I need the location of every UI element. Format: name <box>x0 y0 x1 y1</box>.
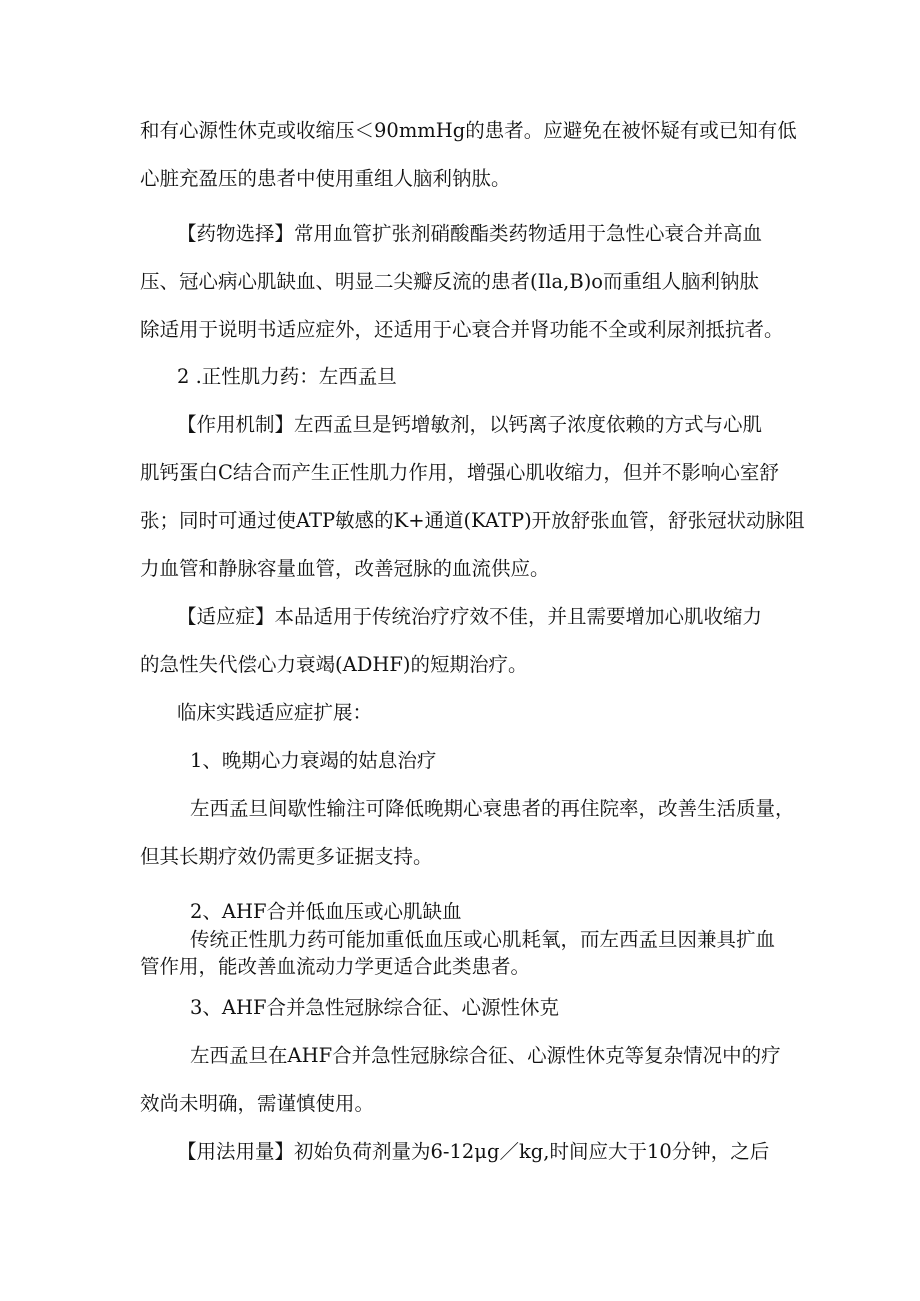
paragraph-line: 左西孟旦间歇性输注可降低晚期心衰患者的再住院率，改善生活质量， <box>190 797 795 820</box>
paragraph-line: 传统正性肌力药可能加重低血压或心肌耗氧，而左西孟旦因兼具扩血 <box>190 928 776 951</box>
paragraph-line: 管作用，能改善血流动力学更适合此类患者。 <box>140 955 531 978</box>
list-heading: 3、AHF合并急性冠脉综合征、心源性休克 <box>190 996 560 1019</box>
section-heading: 2 .正性肌力药：左西孟旦 <box>177 365 397 388</box>
paragraph-line: 张；同时可通过使ATP敏感的K+通道(KATP)开放舒张血管，舒张冠状动脉阻 <box>140 509 805 532</box>
paragraph-line: 【作用机制】左西孟旦是钙增敏剂，以钙离子浓度依赖的方式与心肌 <box>177 413 763 436</box>
paragraph-line: 左西孟旦在AHF合并急性冠脉综合征、心源性休克等复杂情况中的疗 <box>190 1044 781 1067</box>
subheading: 临床实践适应症扩展： <box>177 701 373 724</box>
paragraph-line: 压、冠心病心肌缺血、明显二尖瓣反流的患者(Ila,B)o而重组人脑利钠肽 <box>140 270 760 293</box>
list-heading: 1、晚期心力衰竭的姑息治疗 <box>190 749 437 772</box>
paragraph-line: 的急性失代偿心力衰竭(ADHF)的短期治疗。 <box>140 653 528 676</box>
paragraph-line: 肌钙蛋白C结合而产生正性肌力作用，增强心肌收缩力，但并不影响心室舒 <box>140 461 779 484</box>
paragraph-line: 【用法用量】初始负荷剂量为6-12μg／kg,时间应大于10分钟，之后 <box>177 1140 770 1163</box>
paragraph-line: 【适应症】本品适用于传统治疗疗效不佳，并且需要增加心肌收缩力 <box>177 605 763 628</box>
paragraph-line: 效尚未明确，需谨慎使用。 <box>140 1092 375 1115</box>
paragraph-line: 除适用于说明书适应症外，还适用于心衰合并肾功能不全或利尿剂抵抗者。 <box>140 318 784 341</box>
paragraph-line: 但其长期疗效仍需更多证据支持。 <box>140 845 433 868</box>
paragraph-line: 和有心源性休克或收缩压＜90mmHg的患者。应避免在被怀疑有或已知有低 <box>140 119 797 142</box>
paragraph-line: 心脏充盈压的患者中使用重组人脑利钠肽。 <box>140 167 511 190</box>
paragraph-line: 力血管和静脉容量血管，改善冠脉的血流供应。 <box>140 557 550 580</box>
list-heading: 2、AHF合并低血压或心肌缺血 <box>190 900 462 923</box>
paragraph-line: 【药物选择】常用血管扩张剂硝酸酯类药物适用于急性心衰合并高血 <box>177 222 763 245</box>
